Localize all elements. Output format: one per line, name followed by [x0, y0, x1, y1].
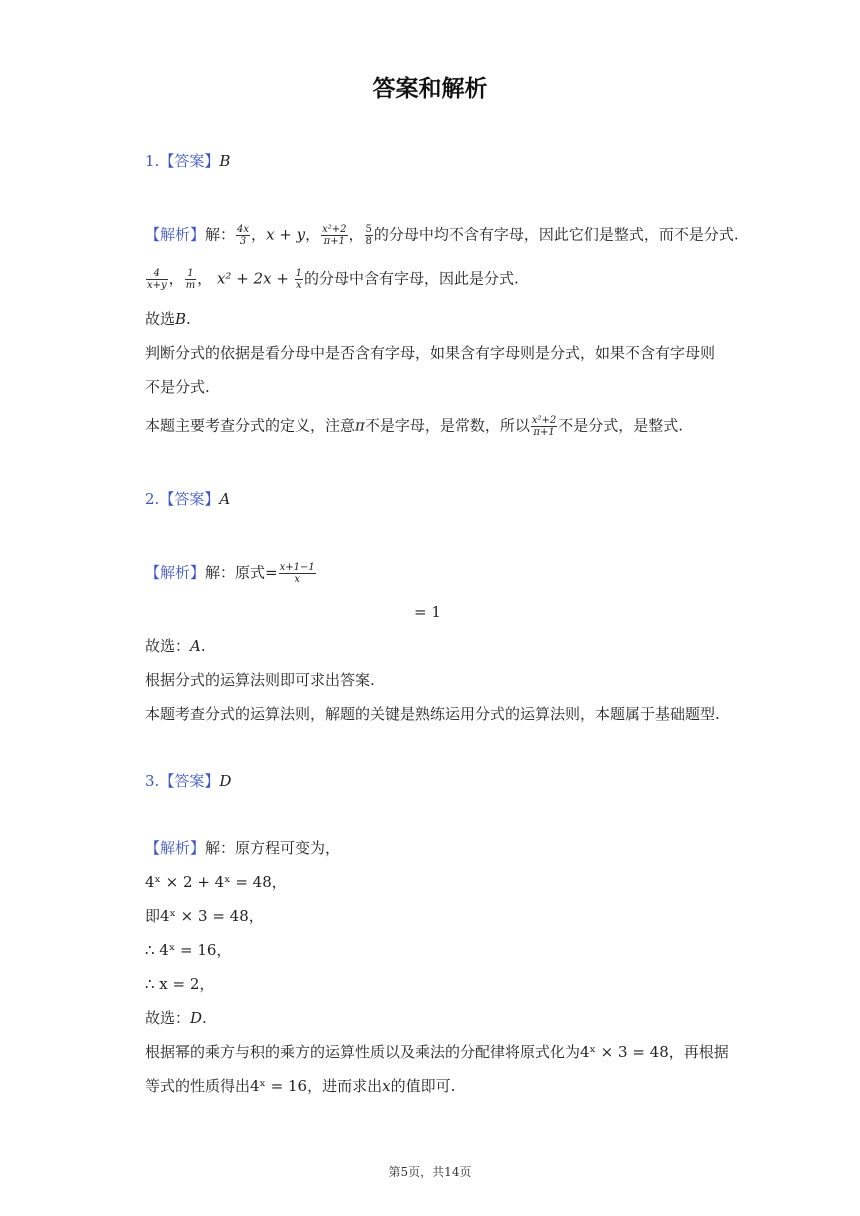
separator: ，: [197, 269, 213, 288]
fraction-denominator: x: [296, 280, 302, 291]
q2-text: 解：原式=: [205, 563, 278, 582]
page-footer: 第5页，共14页: [388, 1165, 472, 1179]
fraction: [365, 224, 373, 247]
q3-choice: D: [190, 1009, 203, 1027]
q1-jiexi-tag: 【解析】: [145, 225, 206, 244]
q2-choice: A: [190, 637, 201, 655]
separator: ，: [168, 269, 184, 288]
q2-number: 2.: [145, 490, 160, 508]
q3-jiexi-line3: 即4ˣ × 3 = 48，: [145, 907, 264, 925]
fraction: [236, 224, 250, 247]
q3-text: 解：原方程可变为，: [205, 839, 341, 857]
fraction: [295, 268, 303, 291]
q3-jiexi-line1: [145, 838, 340, 858]
separator: ，: [305, 225, 321, 244]
q3-answer: D: [219, 772, 232, 790]
q3-jiexi-line5: ∴ x = 2，: [145, 975, 215, 993]
q2-jiexi-line2: = 1: [414, 603, 441, 621]
q1-text: 不是分式，是整式.: [558, 416, 684, 435]
q3-jiexi-line4: ∴ 4ˣ = 16，: [145, 941, 232, 959]
q2-jiexi-line4: 根据分式的运算法则即可求出答案.: [145, 671, 375, 689]
separator: ，: [348, 225, 364, 244]
q1-jiexi-line6: [145, 415, 683, 438]
q2-answer-line: [145, 489, 230, 509]
q1-answer-line: [145, 151, 230, 171]
q1-text: 解：: [205, 225, 236, 244]
q3-jiexi-line8: [145, 1076, 455, 1096]
page-title: 答案和解析: [372, 76, 488, 102]
q1-choice: B: [175, 310, 187, 328]
q3-text: 故选：: [145, 1009, 191, 1027]
fraction-denominator: π+1: [323, 236, 345, 247]
fraction: [185, 268, 196, 291]
q1-text: .: [186, 310, 191, 328]
fraction-denominator: 3: [239, 236, 247, 247]
fraction-numerator: 5: [365, 224, 372, 235]
fraction-numerator: x²+2: [322, 224, 347, 235]
q1-jiexi-line3: [145, 309, 191, 329]
q2-jiexi-tag: 【解析】: [145, 563, 206, 582]
q1-jiexi-line4: 判断分式的依据是看分母中是否含有字母，如果含有字母则是分式，如果不含有字母则: [145, 344, 716, 362]
fraction-numerator: x²+2: [531, 415, 557, 426]
q2-text: .: [200, 637, 206, 655]
math-expr: π: [355, 416, 365, 435]
q1-text: 的分母中均不含有字母，因此它们是整式，而不是分式.: [373, 225, 739, 244]
q2-jiexi-line3: [145, 636, 206, 656]
q3-text: 等式的性质得出4ˣ = 16，进而求出: [145, 1077, 383, 1095]
fraction-numerator: 4x: [237, 224, 250, 235]
q3-answer-tag: 【答案】: [159, 772, 220, 790]
fraction: [146, 268, 168, 291]
fraction-denominator: π+1: [533, 427, 555, 438]
fraction-numerator: x+1−1: [279, 562, 315, 573]
q1-answer: B: [219, 152, 231, 170]
q3-jiexi-line7: 根据幂的乘方与积的乘方的运算性质以及乘法的分配律将原式化为4ˣ × 3 = 48，再根据: [145, 1043, 729, 1061]
q1-text: 故选: [145, 310, 176, 328]
q3-answer-line: [145, 771, 231, 791]
q2-jiexi-line5: 本题考查分式的运算法则，解题的关键是熟练运用分式的运算法则，本题属于基础题型.: [145, 705, 720, 723]
fraction-denominator: 8: [365, 236, 372, 247]
fraction-denominator: x: [294, 574, 300, 585]
q1-answer-tag: 【答案】: [159, 152, 220, 170]
q1-number: 1.: [145, 152, 160, 170]
fraction-denominator: x+y: [147, 280, 167, 291]
q2-answer-tag: 【答案】: [159, 490, 220, 508]
q2-jiexi-line1: [145, 562, 317, 585]
q3-jiexi-line2: 4ˣ × 2 + 4ˣ = 48，: [145, 873, 287, 891]
q3-text: .: [202, 1009, 207, 1027]
q1-jiexi-line5: 不是分式.: [145, 378, 210, 396]
fraction: [279, 562, 316, 585]
math-expr: x² + 2x +: [216, 269, 294, 288]
q3-jiexi-line6: [145, 1008, 207, 1028]
q1-jiexi-line2: [145, 268, 519, 291]
q2-answer: A: [219, 490, 231, 508]
fraction-denominator: m: [185, 280, 196, 291]
q3-jiexi-tag: 【解析】: [145, 839, 206, 857]
fraction: [321, 224, 347, 247]
q3-text: 的值即可.: [390, 1077, 456, 1095]
q1-text: 不是字母，是常数，所以: [364, 416, 530, 435]
fraction: [531, 415, 557, 438]
q3-number: 3.: [145, 772, 160, 790]
math-expr: x + y: [266, 225, 306, 244]
fraction-numerator: 1: [185, 268, 196, 280]
math-expr: x: [382, 1077, 391, 1095]
q1-text: 本题主要考查分式的定义，注意: [145, 416, 356, 435]
q1-text: 的分母中含有字母，因此是分式.: [304, 269, 519, 288]
fraction-numerator: 1: [295, 268, 303, 279]
q2-text: 故选：: [145, 637, 191, 655]
separator: ，: [251, 225, 267, 244]
q1-jiexi-line1: [145, 224, 739, 247]
fraction-numerator: 4: [146, 268, 168, 280]
